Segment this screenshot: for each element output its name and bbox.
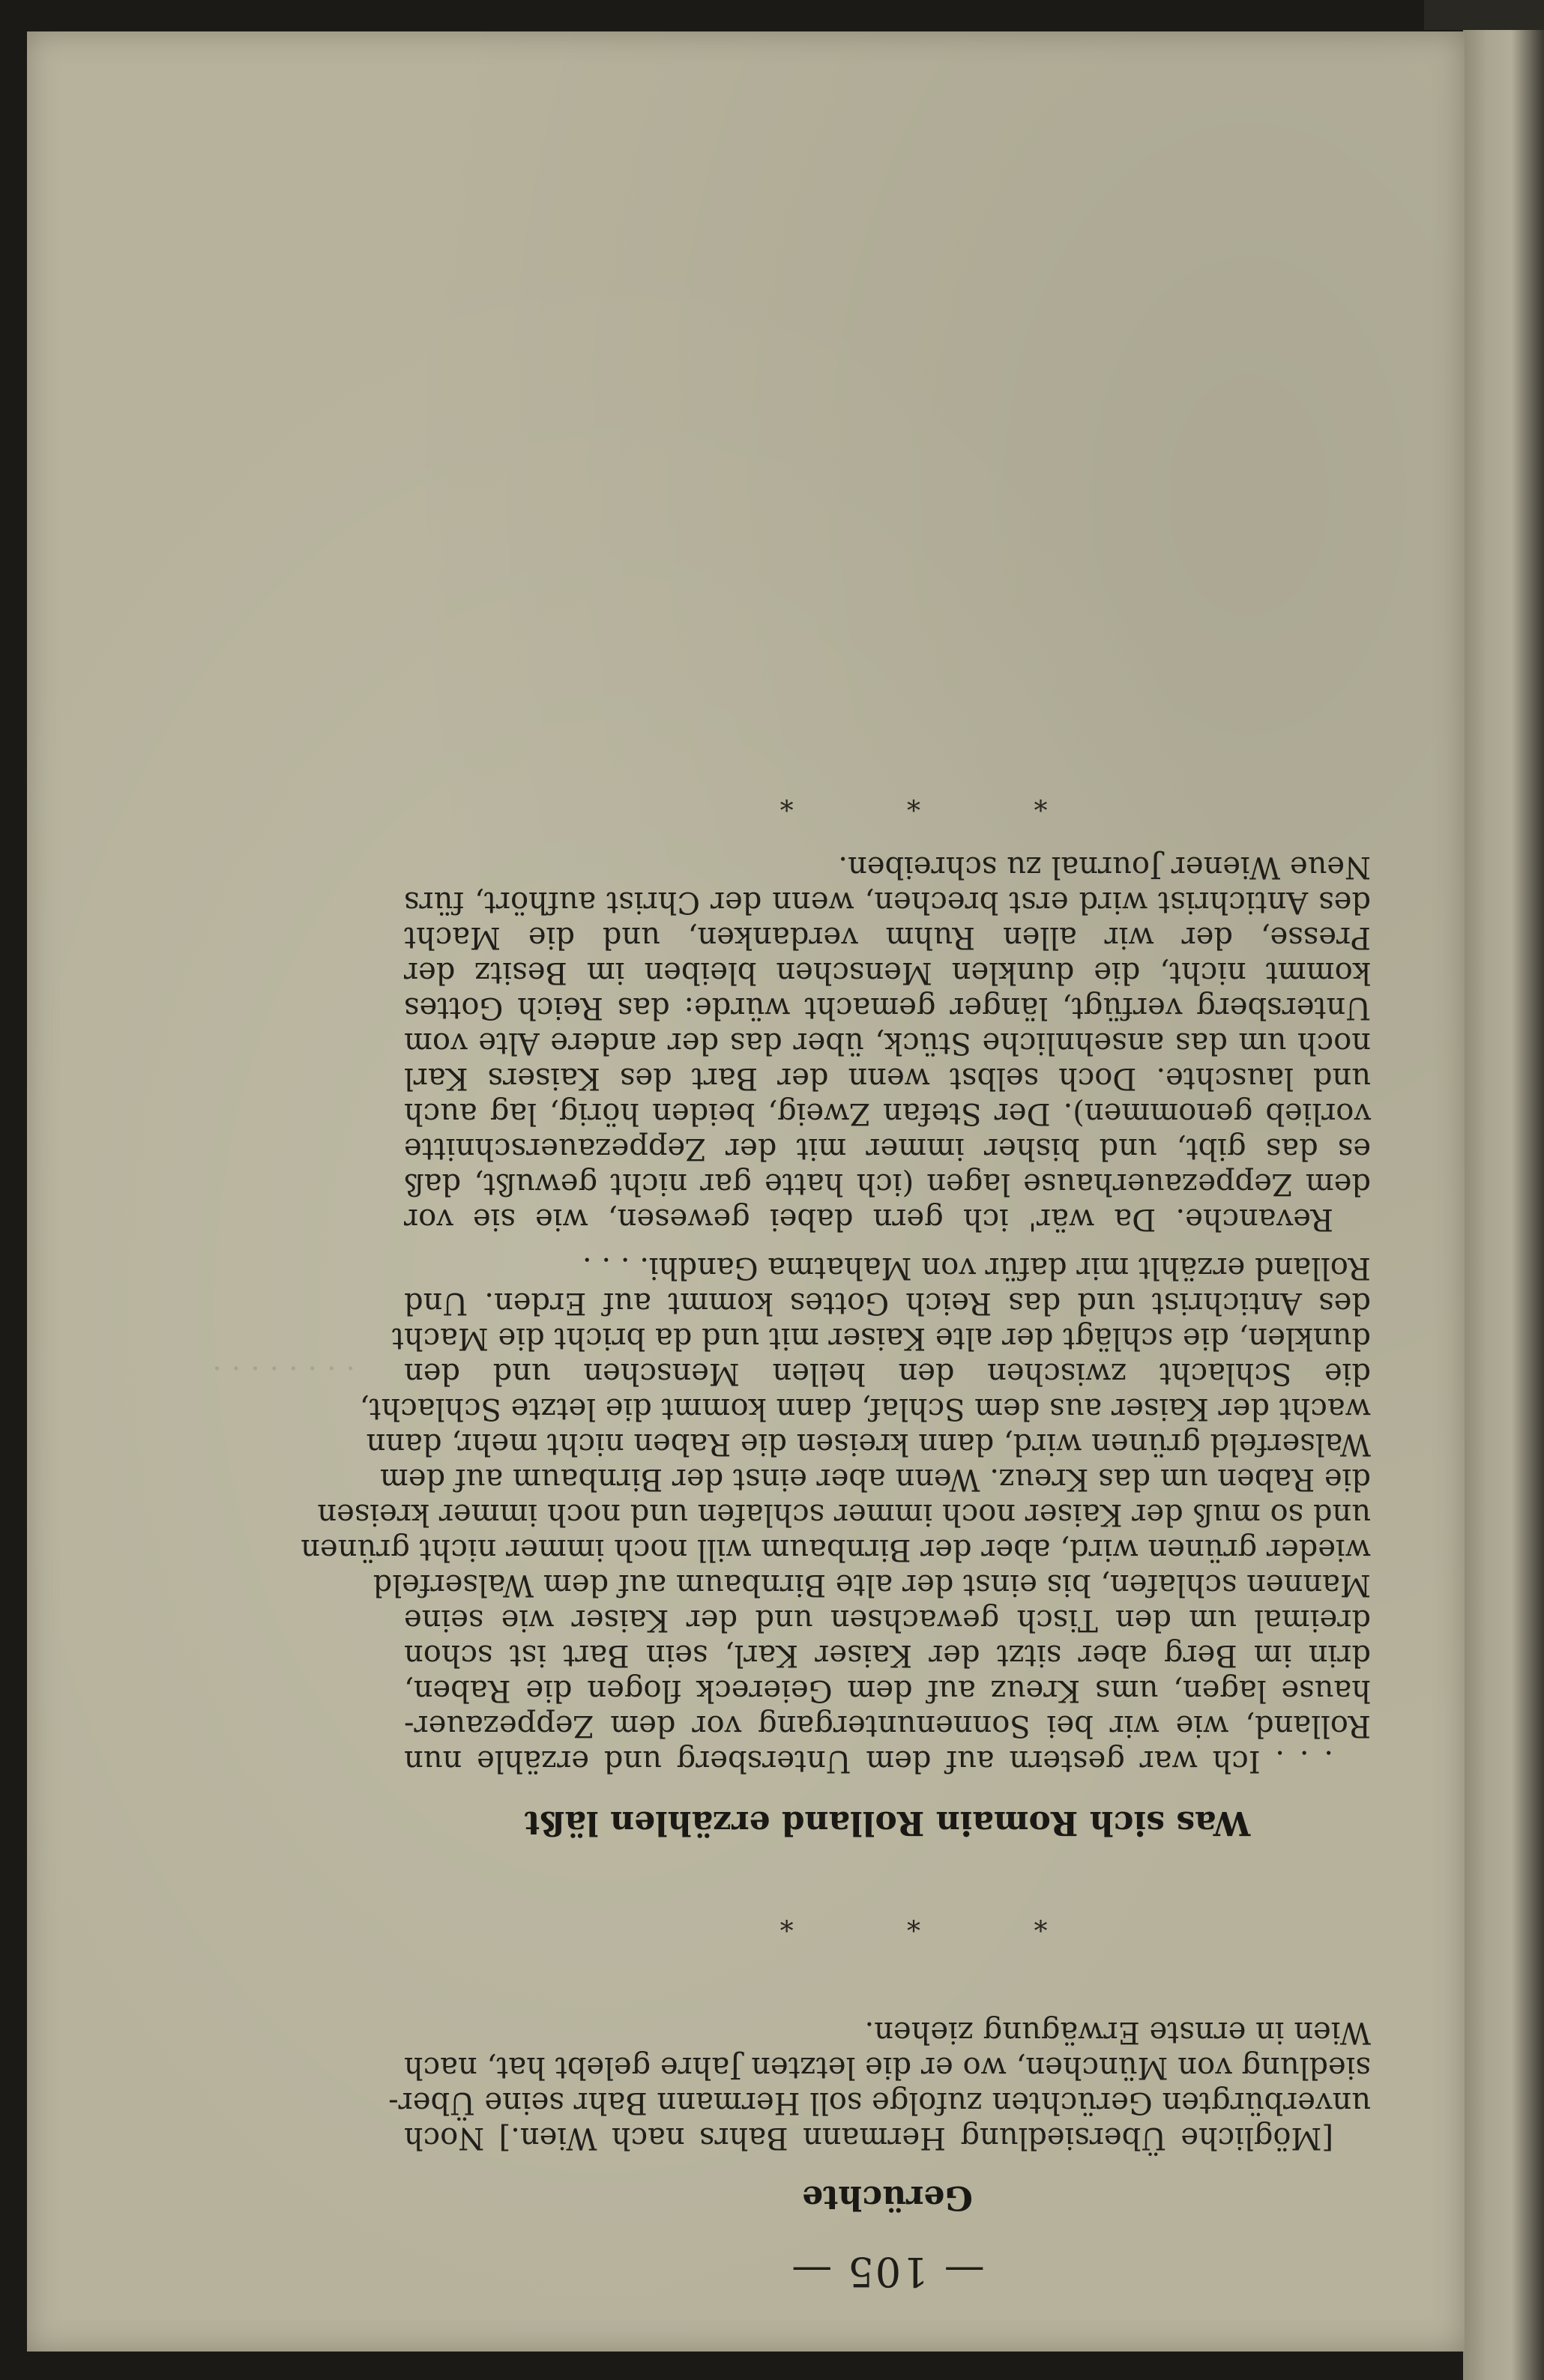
text-line: des Antichrist und das Reich Gottes kommt auf Erden. Und [404,1286,1371,1320]
paragraph-rolland-1 [301,1250,1371,1778]
text-line: drin im Berg aber sitzt der Kaiser Karl, sein Bart ist schon [404,1638,1371,1673]
paragraph-rolland-2 [404,849,1371,1236]
text-line: dem Zeppezauerhause lagen (ich hatte gar nicht gewußt, daß [404,1167,1371,1201]
text-line: Rolland, wie wir bei Sonnenuntergang vor dem Zeppezauer- [404,1709,1371,1743]
text-line: [Mögliche Übersiedlung Hermann Bahrs nach Wien.] Noch [404,2121,1333,2155]
rotated-page-content [27,31,1465,2352]
text-line: dreimal um den Tisch gewachsen und der Kaiser wie seine [404,1603,1371,1637]
adjacent-page-edge [1463,0,1544,2380]
text-line: Walserfeld grünen wird, dann kreisen die Raben nicht mehr, dann [366,1427,1371,1461]
text-line: Wien in ernste Erwägung ziehen. [864,2015,1371,2050]
heading-romain-rolland: Was sich Romain Rolland erzählen läßt [524,1804,1251,1842]
text-line: und lauschte. Doch selbst wenn der Bart des Kaisers Karl [404,1061,1371,1096]
text-line: Untersberg verfügt, länger gemacht würde: das Reich Gottes [404,991,1371,1025]
text-line: siedlung von München, wo er die letzten Jahre gelebt hat, nach [404,2050,1371,2085]
text-line: dunklen, die schlägt der alte Kaiser mit und da bricht die Macht [391,1321,1371,1356]
text-line: Presse, der wir allen Ruhm verdanken, und die Macht [404,920,1371,955]
text-line: es das gibt, und bisher immer mit der Zeppezauerschnitte [404,1132,1371,1166]
text-line: die Raben um das Kreuz. Wenn aber einst der Birnbaum auf dem [379,1462,1371,1496]
text-line: Mannen schlafen, bis einst der alte Birnbaum auf dem Walserfeld [373,1568,1371,1602]
text-line: des Antichrist wird erst brechen, wenn der Christ aufhört, fürs [404,885,1371,919]
text-line: Revanche. Da wär' ich gern dabei gewesen, wie sie vor [404,1202,1333,1236]
text-line: unverbürgten Gerüchten zufolge soll Hermann Bahr seine Über- [388,2085,1371,2120]
text-line: noch um das ansehnliche Stück, über das der andere Alte vom [404,1026,1371,1060]
section-divider-stars: * * * [727,785,1048,815]
heading-geruechte: Gerüchte [802,2178,973,2217]
text-line: und so muß der Kaiser noch immer schlafen und noch immer kreisen [317,1497,1371,1532]
text-line: . . . Ich war gestern auf dem Untersberg und erzähle nun [404,1744,1333,1778]
text-line: Neue Wiener Journal zu schreiben. [838,850,1371,884]
section-divider-stars: * * * [727,1905,1048,1936]
page-number: — 105 — [790,2248,985,2295]
text-line: wacht der Kaiser aus dem Schlaf, dann kommt die letzte Schlacht, [359,1392,1371,1426]
show-through-text: . . . . . . . . [212,1343,355,1377]
text-line: wieder grünen wird, aber der Birnbaum will noch immer nicht grünen [301,1532,1371,1567]
paragraph-geruechte [388,2014,1371,2155]
text-line: Rolland erzählt mir dafür von Mahatma Gandhi. . . . [582,1251,1371,1285]
text-line: die Schlacht zwischen den hellen Menschen und den [404,1356,1371,1391]
text-line: kommt nicht, die dunklen Menschen bleiben im Besitz der [404,955,1371,990]
text-line: vorlieb genommen). Der Stefan Zweig, beiden hörig, lag auch [404,1096,1371,1131]
text-line: hause lagen, ums Kreuz auf dem Geiereck flogen die Raben, [404,1673,1371,1708]
binding-shadow [1424,0,1544,30]
